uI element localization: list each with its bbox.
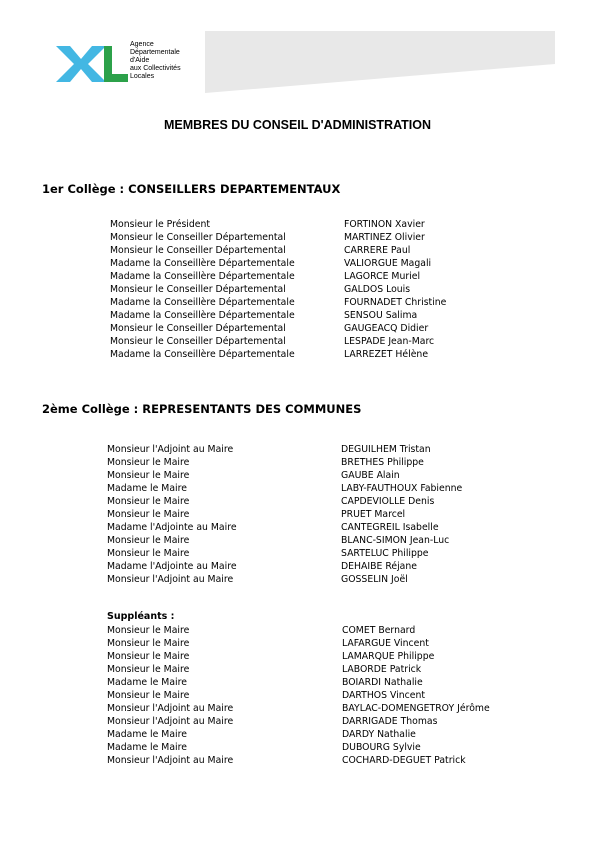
member-name: LABORDE Patrick bbox=[342, 664, 422, 675]
member-name: CANTEGREIL Isabelle bbox=[341, 522, 439, 533]
agency-line: d'Aide bbox=[130, 57, 150, 64]
member-role: Madame la Conseillère Départementale bbox=[110, 349, 295, 360]
member-name: LESPADE Jean-Marc bbox=[344, 336, 435, 347]
member-role: Monsieur l'Adjoint au Maire bbox=[107, 444, 234, 455]
member-name: DARRIGADE Thomas bbox=[342, 716, 438, 727]
member-role: Madame le Maire bbox=[107, 742, 187, 753]
member-role: Monsieur le Maire bbox=[107, 509, 190, 520]
member-name: CARRERE Paul bbox=[344, 245, 411, 256]
member-role: Madame le Maire bbox=[107, 483, 187, 494]
member-role: Monsieur le Maire bbox=[107, 457, 190, 468]
member-role: Monsieur le Maire bbox=[107, 548, 190, 559]
member-name: LARREZET Hélène bbox=[344, 349, 429, 360]
member-name: DARTHOS Vincent bbox=[342, 690, 425, 701]
member-role: Madame le Maire bbox=[107, 677, 187, 688]
member-role: Monsieur le Conseiller Départemental bbox=[110, 336, 286, 347]
member-name: BAYLAC-DOMENGETROY Jérôme bbox=[342, 703, 490, 714]
member-name: BLANC-SIMON Jean-Luc bbox=[341, 535, 450, 546]
member-name: GALDOS Louis bbox=[344, 284, 411, 295]
member-name: LAMARQUE Philippe bbox=[342, 651, 435, 662]
member-name: FOURNADET Christine bbox=[344, 297, 447, 308]
document-title: MEMBRES DU CONSEIL D'ADMINISTRATION bbox=[163, 118, 432, 132]
agency-logo bbox=[54, 42, 130, 82]
member-name: DARDY Nathalie bbox=[342, 729, 416, 740]
member-name: DEGUILHEM Tristan bbox=[341, 444, 431, 455]
member-name: PRUET Marcel bbox=[341, 509, 406, 520]
member-role: Monsieur le Maire bbox=[107, 496, 190, 507]
header-band bbox=[205, 31, 555, 93]
member-role: Monsieur l'Adjoint au Maire bbox=[107, 716, 234, 727]
member-role: Monsieur le Maire bbox=[107, 664, 190, 675]
member-role: Monsieur l'Adjoint au Maire bbox=[107, 755, 234, 766]
member-role: Monsieur le Maire bbox=[107, 535, 190, 546]
member-role: Madame la Conseillère Départementale bbox=[110, 258, 295, 269]
member-name: GAUBE Alain bbox=[341, 470, 400, 481]
agency-line: Départementale bbox=[130, 49, 180, 56]
member-role: Madame l'Adjointe au Maire bbox=[107, 561, 237, 572]
agency-line: aux Collectivités bbox=[130, 65, 181, 72]
member-name: LAGORCE Muriel bbox=[344, 271, 421, 282]
member-name: SARTELUC Philippe bbox=[341, 548, 429, 559]
member-role: Monsieur le Maire bbox=[107, 470, 190, 481]
member-role: Madame la Conseillère Départementale bbox=[110, 310, 295, 321]
member-name: FORTINON Xavier bbox=[344, 219, 425, 230]
member-name: MARTINEZ Olivier bbox=[344, 232, 425, 243]
member-role: Monsieur le Maire bbox=[107, 638, 190, 649]
member-role: Monsieur le Conseiller Départemental bbox=[110, 232, 286, 243]
member-role: Monsieur l'Adjoint au Maire bbox=[107, 703, 234, 714]
member-name: LAFARGUE Vincent bbox=[342, 638, 429, 649]
member-name: COCHARD-DEGUET Patrick bbox=[342, 755, 466, 766]
member-role: Madame le Maire bbox=[107, 729, 187, 740]
member-role: Monsieur le Conseiller Départemental bbox=[110, 245, 286, 256]
member-name: LABY-FAUTHOUX Fabienne bbox=[341, 483, 463, 494]
member-name: DUBOURG Sylvie bbox=[342, 742, 421, 753]
member-role: Monsieur le Maire bbox=[107, 651, 190, 662]
college2-title: 2ème Collège : REPRESENTANTS DES COMMUNES bbox=[42, 402, 362, 416]
member-name: VALIORGUE Magali bbox=[344, 258, 432, 269]
member-role: Monsieur le Maire bbox=[107, 690, 190, 701]
member-role: Monsieur le Président bbox=[110, 219, 211, 230]
member-name: SENSOU Salima bbox=[344, 310, 418, 321]
member-role: Monsieur le Maire bbox=[107, 625, 190, 636]
member-role: Monsieur le Conseiller Départemental bbox=[110, 284, 286, 295]
member-name: DEHAIBE Réjane bbox=[341, 561, 417, 572]
member-name: GAUGEACQ Didier bbox=[344, 323, 429, 334]
member-name: GOSSELIN Joël bbox=[341, 574, 408, 585]
member-role: Monsieur le Conseiller Départemental bbox=[110, 323, 286, 334]
agency-name bbox=[130, 41, 181, 81]
substitutes-title: Suppléants : bbox=[107, 611, 175, 622]
agency-line: Agence bbox=[130, 41, 154, 48]
member-name: BRETHES Philippe bbox=[341, 457, 424, 468]
member-role: Madame la Conseillère Départementale bbox=[110, 297, 295, 308]
member-role: Madame l'Adjointe au Maire bbox=[107, 522, 237, 533]
member-role: Monsieur l'Adjoint au Maire bbox=[107, 574, 234, 585]
member-name: COMET Bernard bbox=[342, 625, 416, 636]
agency-line: Locales bbox=[130, 73, 155, 80]
college1-title: 1er Collège : CONSEILLERS DEPARTEMENTAUX bbox=[42, 182, 341, 196]
member-role: Madame la Conseillère Départementale bbox=[110, 271, 295, 282]
member-name: CAPDEVIOLLE Denis bbox=[341, 496, 435, 507]
member-name: BOIARDI Nathalie bbox=[342, 677, 423, 688]
